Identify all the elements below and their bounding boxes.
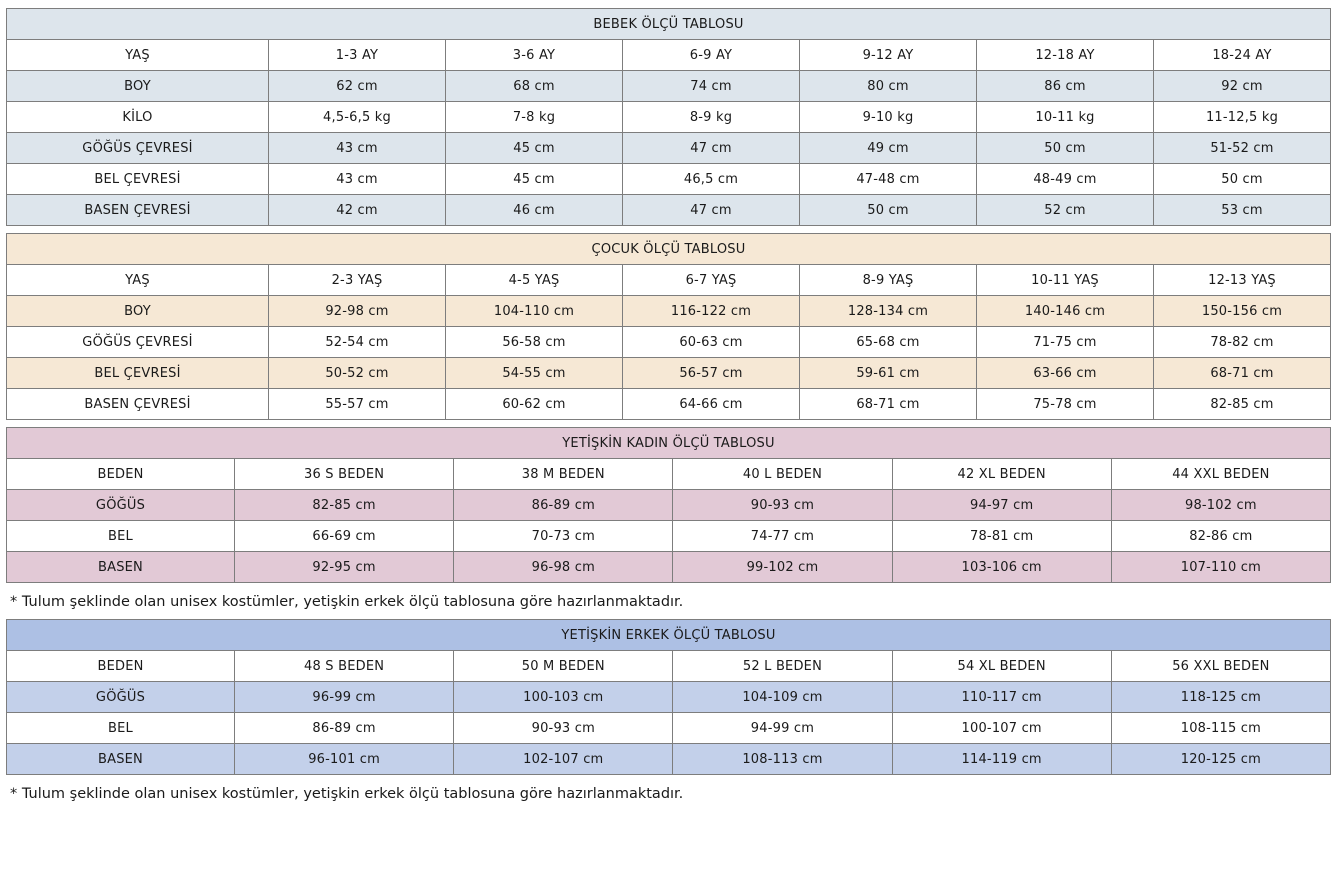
table-row bbox=[7, 133, 1331, 164]
cell: 128-134 cm bbox=[800, 296, 977, 327]
cell: 48-49 cm bbox=[977, 164, 1154, 195]
table-row bbox=[7, 490, 1331, 521]
column-header: YAŞ bbox=[7, 40, 269, 71]
table-title: BEBEK ÖLÇÜ TABLOSU bbox=[7, 9, 1331, 40]
column-header: 50 M BEDEN bbox=[454, 651, 673, 682]
cell: 99-102 cm bbox=[673, 552, 892, 583]
kid-size-table bbox=[6, 233, 1331, 420]
column-header: 6-9 AY bbox=[623, 40, 800, 71]
cell: 74 cm bbox=[623, 71, 800, 102]
table-row bbox=[7, 296, 1331, 327]
cell: 59-61 cm bbox=[800, 358, 977, 389]
row-label: BASEN ÇEVRESİ bbox=[7, 195, 269, 226]
row-label: BASEN ÇEVRESİ bbox=[7, 389, 269, 420]
row-label: BASEN bbox=[7, 744, 235, 775]
column-header: 36 S BEDEN bbox=[235, 459, 454, 490]
cell: 60-63 cm bbox=[623, 327, 800, 358]
table-row bbox=[7, 164, 1331, 195]
column-header: 42 XL BEDEN bbox=[892, 459, 1111, 490]
table-title: ÇOCUK ÖLÇÜ TABLOSU bbox=[7, 234, 1331, 265]
table-row bbox=[7, 389, 1331, 420]
cell: 118-125 cm bbox=[1111, 682, 1330, 713]
cell: 98-102 cm bbox=[1111, 490, 1330, 521]
column-header: 12-13 YAŞ bbox=[1154, 265, 1331, 296]
cell: 103-106 cm bbox=[892, 552, 1111, 583]
cell: 50-52 cm bbox=[269, 358, 446, 389]
cell: 107-110 cm bbox=[1111, 552, 1330, 583]
table-row bbox=[7, 195, 1331, 226]
cell: 82-86 cm bbox=[1111, 521, 1330, 552]
row-label: GÖĞÜS bbox=[7, 682, 235, 713]
cell: 116-122 cm bbox=[623, 296, 800, 327]
cell: 11-12,5 kg bbox=[1154, 102, 1331, 133]
column-header: 1-3 AY bbox=[269, 40, 446, 71]
cell: 52 cm bbox=[977, 195, 1154, 226]
cell: 90-93 cm bbox=[454, 713, 673, 744]
cell: 108-115 cm bbox=[1111, 713, 1330, 744]
cell: 110-117 cm bbox=[892, 682, 1111, 713]
table-row bbox=[7, 358, 1331, 389]
cell: 50 cm bbox=[1154, 164, 1331, 195]
row-label: GÖĞÜS bbox=[7, 490, 235, 521]
row-label: BEL ÇEVRESİ bbox=[7, 358, 269, 389]
table-row bbox=[7, 713, 1331, 744]
column-header: 48 S BEDEN bbox=[235, 651, 454, 682]
cell: 102-107 cm bbox=[454, 744, 673, 775]
column-header: YAŞ bbox=[7, 265, 269, 296]
cell: 92-95 cm bbox=[235, 552, 454, 583]
cell: 86 cm bbox=[977, 71, 1154, 102]
cell: 8-9 kg bbox=[623, 102, 800, 133]
cell: 10-11 kg bbox=[977, 102, 1154, 133]
cell: 56-58 cm bbox=[446, 327, 623, 358]
cell: 42 cm bbox=[269, 195, 446, 226]
man-size-table bbox=[6, 619, 1331, 775]
cell: 47 cm bbox=[623, 195, 800, 226]
cell: 94-99 cm bbox=[673, 713, 892, 744]
cell: 43 cm bbox=[269, 133, 446, 164]
cell: 92-98 cm bbox=[269, 296, 446, 327]
cell: 46 cm bbox=[446, 195, 623, 226]
row-label: BOY bbox=[7, 71, 269, 102]
column-header: BEDEN bbox=[7, 651, 235, 682]
woman-table-note: * Tulum şeklinde olan unisex kostümler, yetişkin erkek ölçü tablosuna göre hazırlanmaktadır. bbox=[10, 594, 684, 610]
row-label: BOY bbox=[7, 296, 269, 327]
cell: 46,5 cm bbox=[623, 164, 800, 195]
cell: 55-57 cm bbox=[269, 389, 446, 420]
cell: 68-71 cm bbox=[800, 389, 977, 420]
cell: 45 cm bbox=[446, 164, 623, 195]
column-header: 9-12 AY bbox=[800, 40, 977, 71]
column-header: 18-24 AY bbox=[1154, 40, 1331, 71]
table-header-row bbox=[7, 265, 1331, 296]
cell: 63-66 cm bbox=[977, 358, 1154, 389]
cell: 78-82 cm bbox=[1154, 327, 1331, 358]
cell: 51-52 cm bbox=[1154, 133, 1331, 164]
table-title-row bbox=[7, 428, 1331, 459]
cell: 50 cm bbox=[977, 133, 1154, 164]
table-row bbox=[7, 744, 1331, 775]
column-header: 8-9 YAŞ bbox=[800, 265, 977, 296]
cell: 80 cm bbox=[800, 71, 977, 102]
row-label: GÖĞÜS ÇEVRESİ bbox=[7, 327, 269, 358]
row-label: BEL bbox=[7, 713, 235, 744]
table-row bbox=[7, 102, 1331, 133]
table-title-row bbox=[7, 234, 1331, 265]
column-header: 54 XL BEDEN bbox=[892, 651, 1111, 682]
cell: 50 cm bbox=[800, 195, 977, 226]
cell: 49 cm bbox=[800, 133, 977, 164]
column-header: 10-11 YAŞ bbox=[977, 265, 1154, 296]
cell: 92 cm bbox=[1154, 71, 1331, 102]
row-label: BASEN bbox=[7, 552, 235, 583]
cell: 47 cm bbox=[623, 133, 800, 164]
table-title: YETİŞKİN ERKEK ÖLÇÜ TABLOSU bbox=[7, 620, 1331, 651]
row-label: GÖĞÜS ÇEVRESİ bbox=[7, 133, 269, 164]
cell: 108-113 cm bbox=[673, 744, 892, 775]
cell: 9-10 kg bbox=[800, 102, 977, 133]
cell: 104-110 cm bbox=[446, 296, 623, 327]
cell: 104-109 cm bbox=[673, 682, 892, 713]
cell: 62 cm bbox=[269, 71, 446, 102]
cell: 60-62 cm bbox=[446, 389, 623, 420]
row-label: BEL ÇEVRESİ bbox=[7, 164, 269, 195]
cell: 74-77 cm bbox=[673, 521, 892, 552]
table-header-row bbox=[7, 651, 1331, 682]
cell: 65-68 cm bbox=[800, 327, 977, 358]
table-title: YETİŞKİN KADIN ÖLÇÜ TABLOSU bbox=[7, 428, 1331, 459]
column-header: 3-6 AY bbox=[446, 40, 623, 71]
cell: 54-55 cm bbox=[446, 358, 623, 389]
cell: 78-81 cm bbox=[892, 521, 1111, 552]
cell: 150-156 cm bbox=[1154, 296, 1331, 327]
cell: 86-89 cm bbox=[235, 713, 454, 744]
cell: 94-97 cm bbox=[892, 490, 1111, 521]
column-header: 40 L BEDEN bbox=[673, 459, 892, 490]
cell: 47-48 cm bbox=[800, 164, 977, 195]
column-header: 56 XXL BEDEN bbox=[1111, 651, 1330, 682]
table-header-row bbox=[7, 459, 1331, 490]
baby-size-table bbox=[6, 8, 1331, 226]
row-label: KİLO bbox=[7, 102, 269, 133]
column-header: BEDEN bbox=[7, 459, 235, 490]
cell: 68-71 cm bbox=[1154, 358, 1331, 389]
cell: 100-107 cm bbox=[892, 713, 1111, 744]
man-table-note: * Tulum şeklinde olan unisex kostümler, yetişkin erkek ölçü tablosuna göre hazırlanmaktadır. bbox=[10, 786, 684, 802]
row-label: BEL bbox=[7, 521, 235, 552]
cell: 7-8 kg bbox=[446, 102, 623, 133]
table-row bbox=[7, 552, 1331, 583]
cell: 82-85 cm bbox=[235, 490, 454, 521]
table-title-row bbox=[7, 620, 1331, 651]
cell: 52-54 cm bbox=[269, 327, 446, 358]
column-header: 12-18 AY bbox=[977, 40, 1154, 71]
cell: 86-89 cm bbox=[454, 490, 673, 521]
table-title-row bbox=[7, 9, 1331, 40]
cell: 71-75 cm bbox=[977, 327, 1154, 358]
cell: 75-78 cm bbox=[977, 389, 1154, 420]
column-header: 6-7 YAŞ bbox=[623, 265, 800, 296]
cell: 70-73 cm bbox=[454, 521, 673, 552]
cell: 96-101 cm bbox=[235, 744, 454, 775]
column-header: 52 L BEDEN bbox=[673, 651, 892, 682]
table-row bbox=[7, 521, 1331, 552]
cell: 120-125 cm bbox=[1111, 744, 1330, 775]
column-header: 44 XXL BEDEN bbox=[1111, 459, 1330, 490]
cell: 64-66 cm bbox=[623, 389, 800, 420]
column-header: 4-5 YAŞ bbox=[446, 265, 623, 296]
cell: 4,5-6,5 kg bbox=[269, 102, 446, 133]
woman-size-table bbox=[6, 427, 1331, 583]
table-row bbox=[7, 682, 1331, 713]
table-header-row bbox=[7, 40, 1331, 71]
cell: 114-119 cm bbox=[892, 744, 1111, 775]
cell: 96-98 cm bbox=[454, 552, 673, 583]
table-row bbox=[7, 71, 1331, 102]
cell: 45 cm bbox=[446, 133, 623, 164]
table-row bbox=[7, 327, 1331, 358]
cell: 53 cm bbox=[1154, 195, 1331, 226]
cell: 100-103 cm bbox=[454, 682, 673, 713]
cell: 56-57 cm bbox=[623, 358, 800, 389]
cell: 82-85 cm bbox=[1154, 389, 1331, 420]
cell: 66-69 cm bbox=[235, 521, 454, 552]
column-header: 2-3 YAŞ bbox=[269, 265, 446, 296]
cell: 96-99 cm bbox=[235, 682, 454, 713]
cell: 90-93 cm bbox=[673, 490, 892, 521]
cell: 43 cm bbox=[269, 164, 446, 195]
cell: 68 cm bbox=[446, 71, 623, 102]
cell: 140-146 cm bbox=[977, 296, 1154, 327]
column-header: 38 M BEDEN bbox=[454, 459, 673, 490]
